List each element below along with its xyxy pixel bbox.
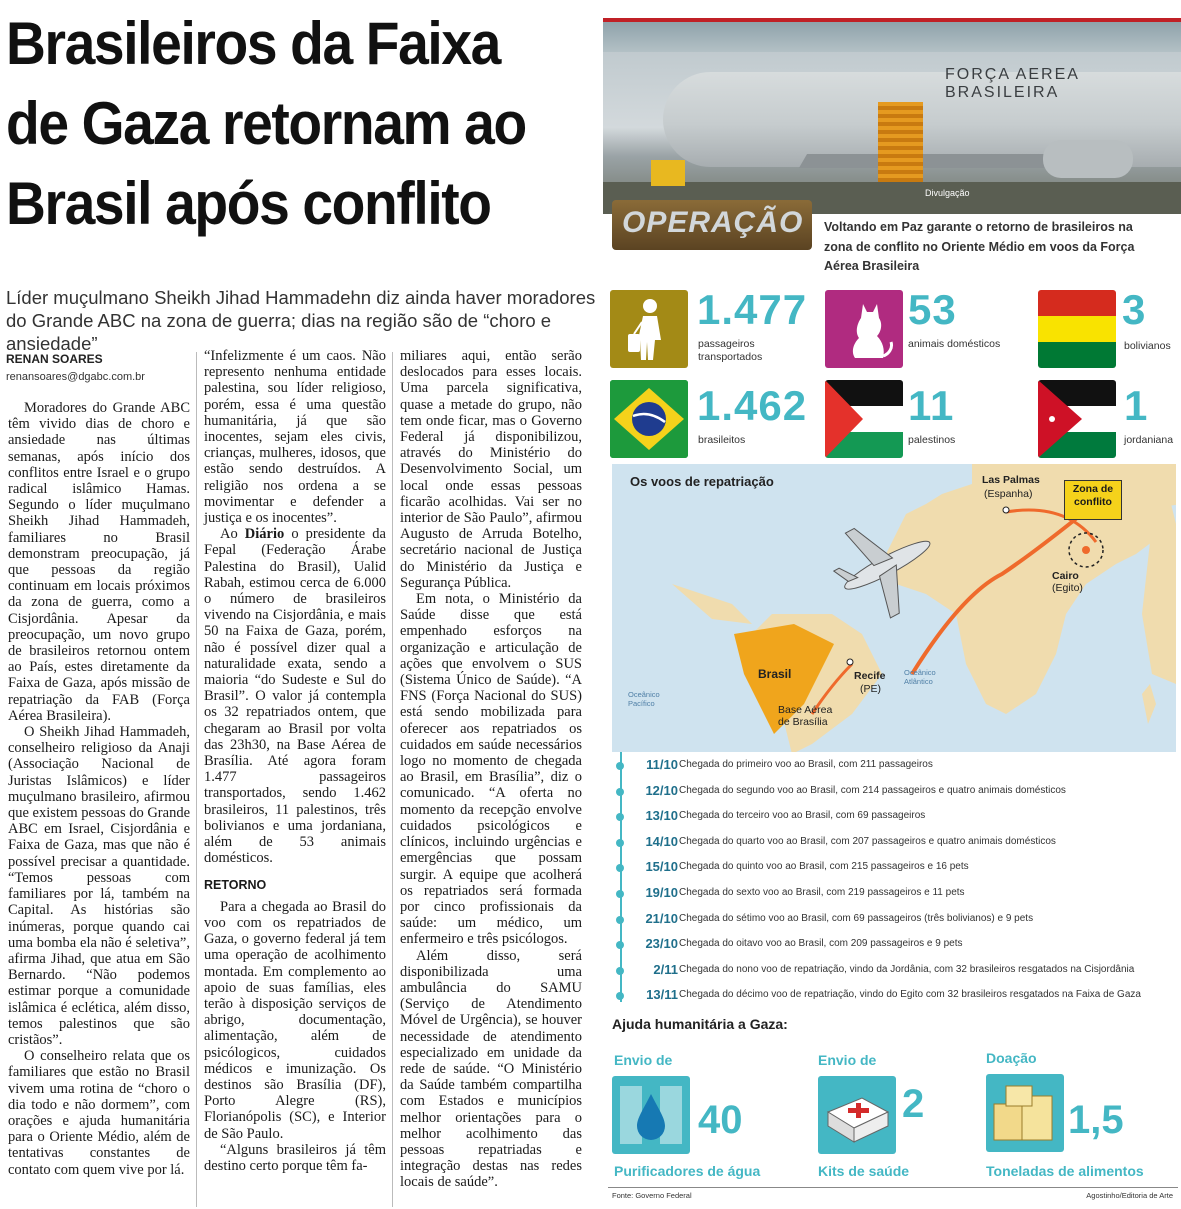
art-credit: Agostinho/Editoria de Arte: [1086, 1191, 1173, 1200]
timeline-dot: [616, 762, 624, 770]
map-label-cairo: Cairo: [1052, 570, 1079, 582]
first-aid-kit-icon: [818, 1076, 896, 1154]
operation-label: [612, 200, 812, 250]
stat-jordanian-value: 1: [1124, 382, 1149, 429]
stat-brazilians-value: 1.462: [697, 382, 808, 429]
timeline-text: Chegada do sétimo voo ao Brasil, com 69 passageiros (três bolivianos) e 9 pets: [679, 912, 1034, 924]
airplane-photo: [603, 22, 1181, 214]
map-label-pe: (PE): [860, 683, 881, 695]
timeline-row: [612, 910, 1172, 930]
timeline-text: Chegada do quinto voo ao Brasil, com 215 passageiros e 16 pets: [679, 861, 969, 873]
map-label-las-palmas: Las Palmas: [982, 474, 1040, 486]
timeline-dot: [616, 864, 624, 872]
section-heading: RETORNO: [204, 877, 267, 892]
paragraph: “Alguns brasileiros já têm destino certo porque têm fa-: [204, 1141, 386, 1174]
timeline-dot: [616, 813, 624, 821]
photo-credit: Divulgação: [925, 188, 970, 198]
article-column-1: [8, 400, 190, 1178]
bolivia-flag-icon: [1038, 290, 1116, 368]
footer-rule: [608, 1187, 1178, 1188]
stat-pets-value: 53: [908, 286, 957, 333]
aid-health-value: 2: [902, 1082, 925, 1126]
timeline-text: Chegada do primeiro voo ao Brasil, com 211 passageiros: [679, 759, 933, 770]
paragraph-lead: Ao: [220, 526, 245, 543]
author-name: RENAN SOARES: [6, 352, 103, 366]
timeline-text: Chegada do segundo voo ao Brasil, com 214 passageiros e quatro animais domésticos: [679, 784, 1066, 796]
timeline-dot: [616, 890, 624, 898]
timeline-text: Chegada do nono voo de repatriação, vindo da Jordânia, com 32 brasileiros resgatados na Cisjordânia: [679, 963, 1135, 975]
author-email[interactable]: renansoares@dgabc.com.br: [6, 371, 145, 383]
timeline-date: 23/10: [645, 936, 678, 952]
timeline-date: 13/11: [646, 987, 678, 1003]
timeline-dot: [616, 967, 624, 975]
paragraph: O Sheikh Jihad Hammadeh, conselheiro religioso da Anaji (Associação Nacional de Juristas Islâmicos) e líder muçulmano brasileiro, afirmou que existem pessoas do Grande ABC em Israel, Cisjordânia e Faixa de Gaza, mas que não é possível precisar a quantidade. “Temos pessoas com familiares por lá, também na Capital. As histórias são inúmeras, porque quando cai uma bomba ela não é seletiva”, afirma Jihad, que atua em São Bernardo. “Não podemos estimar porque a comunidade islâmica é eclética, além disso, temos palestinos que são cristãos”.: [8, 724, 191, 1048]
aid-health-label: Kits de saúde: [818, 1163, 910, 1179]
article-column-2: [204, 348, 386, 1174]
aid-health-top: Envio de: [818, 1052, 877, 1068]
timeline-text: Chegada do décimo voo de repatriação, vindo do Egito com 32 brasileiros resgatados na Faixa de Gaza: [679, 989, 1141, 1001]
timeline-row: [612, 782, 1172, 802]
paragraph-text: o presidente da Fepal (Federação Árabe Palestina do Brasil), Ualid Rabah, estimou cerca de 6.000 o número de brasileiros vivendo na Cisjordânia, e mais 50 na Faixa de Gaza, porém, não é possível dizer qual a naturalidade exata, sendo a maioria “do Sudeste e Sul do Brasil”. O valor já contempla os 32 repatriados ontem, que chegaram ao Brasil por volta das 23h30, na Base Aérea de Brasília. Até agora foram 1.477 passageiros transportados, sendo 1.462 brasileiros, 11 palestinos, três bolivianos e uma jordaniana, além de 53 animais domésticos.: [204, 526, 386, 867]
column-divider: [392, 352, 393, 1207]
aid-water-value: 40: [698, 1098, 743, 1142]
timeline-row: [612, 986, 1172, 1006]
paragraph: Moradores do Grande ABC têm vivido dias de choro e ansiedade nas últimas semanas, após início dos conflitos entre Israel e o grupo radical islâmico Hamas. Segundo o líder muçulmano Sheikh Jihad Hammadeh, familiares no Brasil demonstram preocupação, já que pessoas da região continuam em locais próximos da zona de guerra, como a Cisjordânia. Apesar da preocupação, um novo grupo de brasileiros retornou ontem ao País, estes diretamente da Faixa de Gaza, após missão de repatriação da FAB (Força Aérea Brasileira).: [8, 400, 190, 724]
paragraph: “Infelizmente é um caos. Não represento nenhuma entidade palestina, sou líder religioso, porém, essa é uma questão humanitária, já que são inocentes, sejam eles civis, crianças, mulheres, idosos, que estão sendo destruídos. A religião nos ordena a se movimentar e defender a justiça e os inocentes”.: [204, 348, 386, 527]
timeline-row: [612, 884, 1172, 904]
stat-bolivians-label: bolivianos: [1124, 340, 1171, 352]
airplane-engine: [1043, 140, 1133, 178]
source-note: Fonte: Governo Federal: [612, 1191, 692, 1200]
paragraph: O conselheiro relata que os familiares que estão no Brasil vivem uma rotina de “choro o dia todo e não dormem”, com orações e ajuda humanitária para o Oriente Médio, além de tentativas constantes de contato com quem vive por lá.: [8, 1048, 190, 1178]
conflict-zone-label: Zona de conflito: [1064, 480, 1122, 520]
timeline-dot: [616, 992, 624, 1000]
timeline-date: 14/10: [645, 833, 678, 849]
headline-line-1: Brasileiros da Faixa: [6, 10, 500, 77]
cat-icon: [825, 290, 903, 368]
timeline-dot: [616, 788, 624, 796]
timeline-text: Chegada do quarto voo ao Brasil, com 207 passageiros e quatro animais domésticos: [679, 835, 1056, 847]
article-column-3: [400, 348, 582, 1191]
map-label-base: Base Aérea de Brasília: [778, 704, 833, 728]
palestine-flag-icon: [825, 380, 903, 458]
timeline-date: 15/10: [645, 859, 678, 875]
map-title: Os voos de repatriação: [630, 474, 774, 489]
stat-passengers-label: passageiros transportados: [698, 338, 763, 363]
column-divider: [196, 352, 197, 1207]
paragraph: [204, 526, 386, 866]
timeline-date: 12/10: [645, 782, 678, 798]
timeline-text: Chegada do terceiro voo ao Brasil, com 69 passageiros: [679, 810, 926, 822]
timeline-date: 2/11: [653, 961, 678, 977]
stat-passengers-value: 1.477: [697, 286, 808, 333]
water-drop-icon: [612, 1076, 690, 1154]
map-label-recife: Recife: [854, 670, 886, 682]
aid-water-top: Envio de: [614, 1052, 673, 1068]
paragraph: miliares aqui, então serão deslocados para esses locais. Uma parcela significativa, quase a metade do grupo, não tem onde ficar, mas o Governo Federal já disponibilizou, através do Ministério do Desenvolvimento Social, um local onde essas pessoas ficarão acolhidas. Vai ser no interior de São Paulo”, afirmou Augusto de Arruda Botelho, secretário nacional de Justiça do Ministério da Justiça e Segurança Pública.: [400, 348, 582, 591]
operation-caption: Voltando em Paz garante o retorno de brasileiros na zona de conflito no Oriente Médio em voos da Força Aérea Brasileira: [824, 220, 1135, 273]
stat-bolivians-value: 3: [1122, 286, 1147, 333]
timeline-row: [612, 756, 1172, 776]
paragraph: Além disso, será disponibilizada uma ambulância do SAMU (Serviço de Atendimento Móvel de Urgência), se houver necessidade de atendimento especializado em unidade da rede de saúde. “O Ministério da Saúde também compartilha com Estados e municípios melhor orientações para o melhor acolhimento das pessoas repatriadas e integração destas nas redes locais de saúde”.: [400, 947, 582, 1191]
timeline-date: 19/10: [645, 885, 678, 900]
map-label-pacific: Oceânico Pacífico: [628, 690, 660, 708]
aid-food-label: Toneladas de alimentos: [986, 1163, 1144, 1179]
timeline-row: [612, 858, 1172, 878]
hangar-roof: [603, 22, 1181, 52]
operation-label-text: OPERAÇÃO: [622, 206, 804, 239]
jordan-flag-icon: [1038, 380, 1116, 458]
stat-palestinians-label: palestinos: [908, 434, 956, 446]
stat-jordanian-label: jordaniana: [1124, 434, 1174, 446]
timeline-dot: [616, 941, 624, 949]
map-label-spain: (Espanha): [984, 488, 1033, 500]
subheadline: Líder muçulmano Sheikh Jihad Hammadehn diz ainda haver moradores do Grande ABC na zona de guerra; dias na região são de “choro e ansiedade”: [6, 287, 596, 354]
stat-pets-label: animais domésticos: [908, 338, 1001, 350]
brazil-flag-icon: [610, 380, 688, 458]
aid-food-value: 1,5: [1068, 1098, 1124, 1142]
paragraph: Em nota, o Ministério da Saúde disse que está empenhado esforços na organização e articulação de ações que envolvem o SUS (Sistema Único de Saúde). “A FNS (Força Nacional do SUS) está sendo mobilizada para oferecer aos repatriados os cuidados em saúde necessários logo no momento de chegada ao Brasil, em Brasília”, diz o comunicado. “A oferta no momento da recepção envolve cuidados psicológicos e clínicos, incluindo urgências e emergências que possam surgir. A equipe que acolherá os repatriados será formada por cinco profissionais da saúde: um médico, um enfermeiro e três psicólogos.: [400, 591, 582, 948]
aid-title: Ajuda humanitária a Gaza:: [612, 1016, 788, 1032]
timeline-row: [612, 961, 1172, 981]
stat-brazilians-label: brasileitos: [698, 434, 746, 446]
timeline-date: 11/10: [646, 757, 678, 772]
map-label-egypt: (Egito): [1052, 582, 1083, 594]
boarding-stairs: [878, 102, 923, 182]
headline-line-3: Brasil após conflito: [6, 170, 491, 237]
timeline-dot: [616, 916, 624, 924]
timeline-date: 13/10: [645, 808, 678, 824]
aid-food-top: Doação: [986, 1050, 1037, 1066]
timeline-text: Chegada do sexto voo ao Brasil, com 219 passageiros e 11 pets: [679, 887, 965, 898]
map-label-atlantic: Oceânico Atlântico: [904, 668, 936, 686]
map-label-brazil: Brasil: [758, 667, 792, 681]
timeline-text: Chegada do oitavo voo ao Brasil, com 209 passageiros e 9 pets: [679, 938, 963, 950]
timeline-date: 21/10: [645, 910, 678, 926]
newspaper-name: Diário: [244, 526, 285, 543]
timeline-row: [612, 807, 1172, 827]
timeline-row: [612, 935, 1172, 955]
food-boxes-icon: [986, 1074, 1064, 1152]
aid-water-label: Purificadores de água: [614, 1163, 761, 1179]
timeline-dot: [616, 839, 624, 847]
timeline-row: [612, 833, 1172, 853]
ground-vehicle: [651, 160, 685, 186]
airplane-lettering: FORÇA AEREA BRASILEIRA: [945, 66, 1080, 101]
headline: [6, 4, 549, 244]
paragraph: Para a chegada ao Brasil do voo com os repatriados de Gaza, o governo federal já tem uma operação de acolhimento montada. Em complemento ao apoio de suas famílias, eles terão à disposição serviços de abrigo, documentação, alimentação, além de psicólogicos, cuidados médicos e imunização. Os destinos são Brasília (DF), Porto Alegre (RS), Florianópolis (SC), e Interior de São Paulo.: [204, 898, 386, 1142]
traveler-icon: [610, 290, 688, 368]
stat-palestinians-value: 11: [908, 382, 955, 429]
headline-line-2: de Gaza retornam ao: [6, 90, 526, 157]
